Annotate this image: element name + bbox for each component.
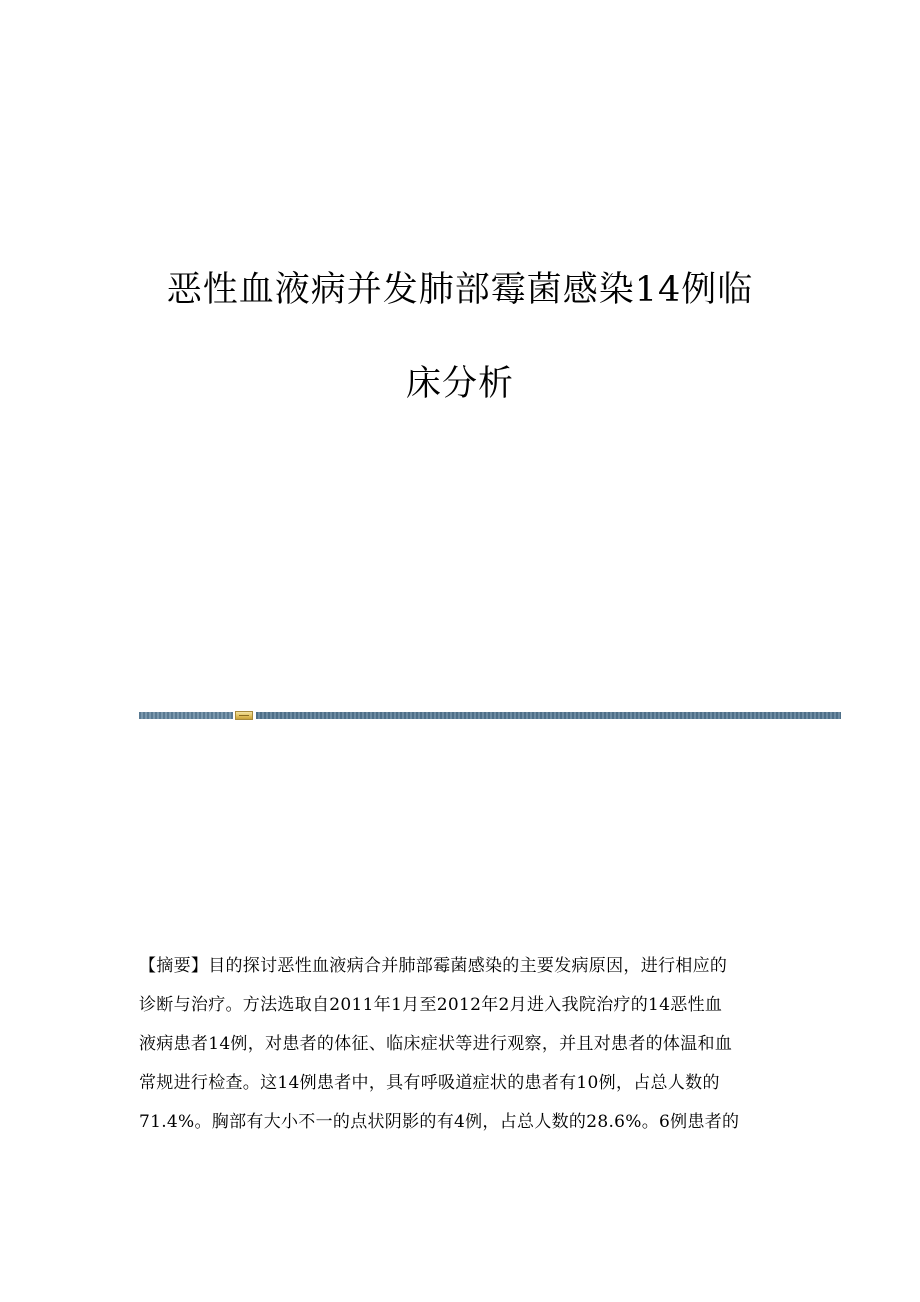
divider-bar-left (139, 712, 233, 719)
document-title-line-1: 恶性血液病并发肺部霉菌感染14例临 (166, 270, 754, 310)
abstract-line: 诊断与治疗。方法选取自2011年1月至2012年2月进入我院治疗的14恶性血 (139, 995, 723, 1015)
divider-bar-right (256, 712, 841, 719)
abstract-line: 71.4%。胸部有大小不一的点状阴影的有4例，占总人数的28.6%。6例患者的 (139, 1112, 740, 1132)
section-divider (139, 711, 841, 720)
document-title-line-2: 床分析 (405, 364, 514, 404)
abstract-line: 【摘要】目的探讨恶性血液病合并肺部霉菌感染的主要发病原因，进行相应的 (139, 956, 728, 976)
abstract-paragraph (139, 947, 799, 1142)
abstract-line: 液病患者14例，对患者的体征、临床症状等进行观察，并且对患者的体温和血 (139, 1034, 733, 1054)
abstract-line: 常规进行检查。这14例患者中，具有呼吸道症状的患者有10例，占总人数的 (139, 1073, 720, 1093)
divider-emblem-icon (235, 711, 253, 720)
